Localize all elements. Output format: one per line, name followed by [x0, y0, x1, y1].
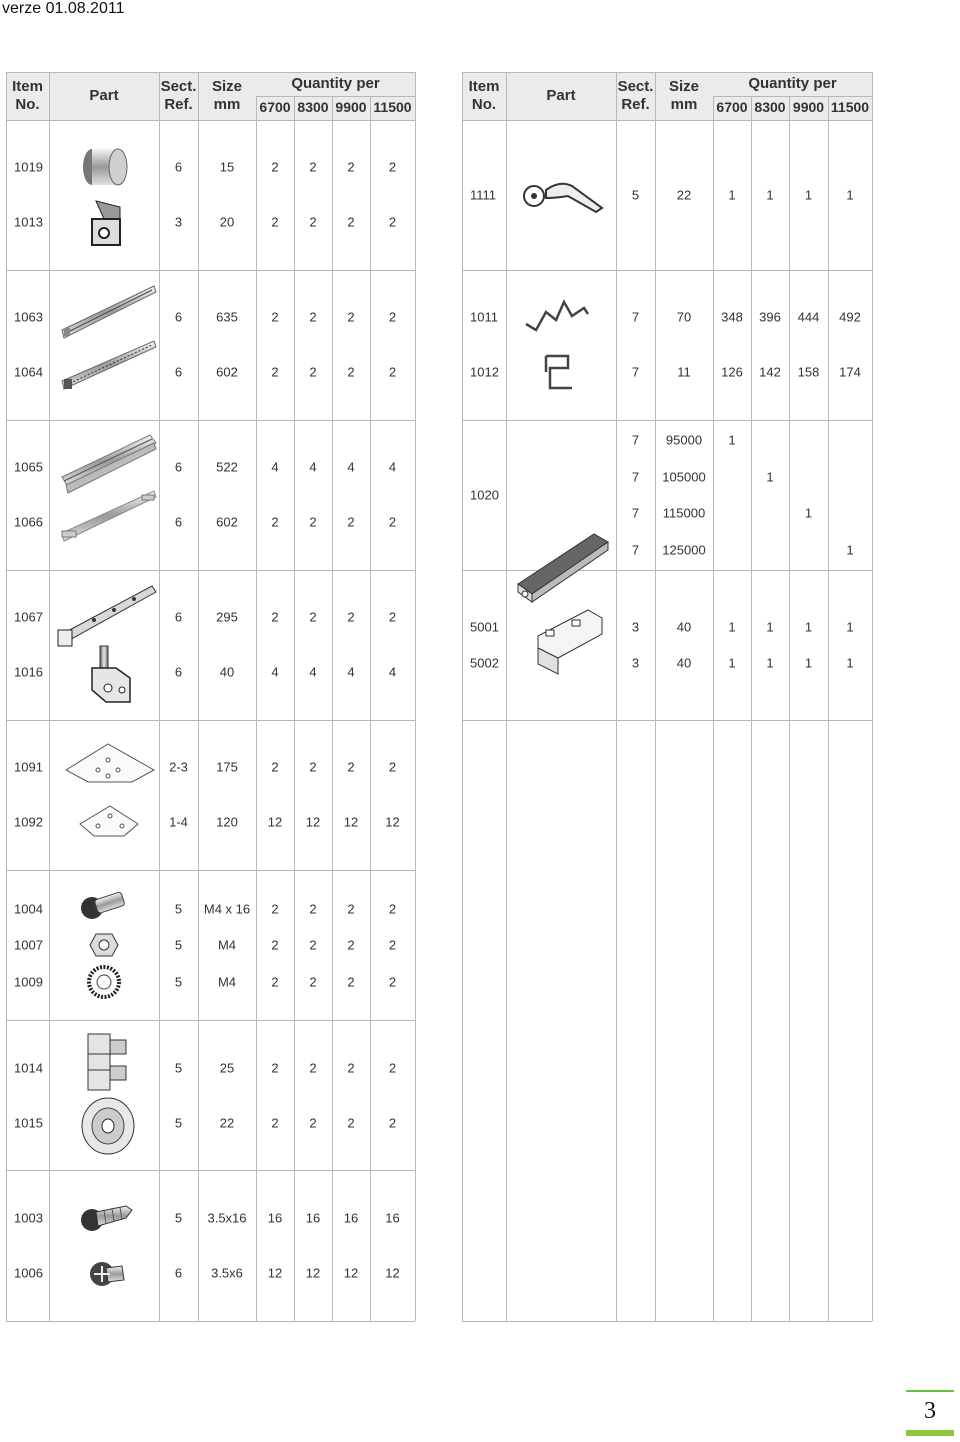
quantity-11500: 2	[388, 214, 397, 230]
quantity-9900: 12	[343, 814, 359, 830]
sect-ref: 5	[174, 1115, 183, 1131]
lever-handle-icon	[516, 172, 606, 216]
item-number: 1012	[470, 364, 499, 380]
quantity-8300: 142	[759, 364, 781, 380]
size-mm: M4 x 16	[203, 901, 251, 917]
quantity-9900: 2	[347, 214, 355, 230]
item-number: 1063	[14, 309, 43, 325]
quantity-8300: 1	[766, 619, 774, 635]
grid-line	[256, 96, 257, 1321]
quantity-8300: 2	[309, 759, 317, 775]
sect-ref: 5	[174, 974, 183, 990]
sect-ref: 6	[174, 459, 183, 475]
header-item-no: No.	[471, 96, 497, 113]
quantity-6700: 4	[271, 459, 279, 475]
item-number: 1066	[14, 514, 43, 530]
grid-line	[616, 72, 617, 1321]
sect-ref: 6	[174, 664, 183, 680]
quantity-8300: 2	[309, 901, 317, 917]
size-mm: M4	[217, 974, 237, 990]
quantity-8300: 2	[309, 1060, 317, 1076]
grid-line	[462, 72, 463, 1321]
quantity-9900: 158	[797, 364, 820, 380]
grid-line	[49, 72, 50, 1321]
header-model-11500: 11500	[830, 99, 870, 115]
grid-line	[462, 270, 872, 271]
quantity-6700: 2	[271, 1115, 279, 1131]
size-mm: 95000	[665, 432, 703, 448]
quantity-9900: 2	[347, 901, 355, 917]
sect-ref: 2-3	[169, 759, 188, 775]
sect-ref: 5	[174, 1060, 183, 1076]
grid-line	[789, 96, 790, 1321]
quantity-6700: 2	[271, 609, 279, 625]
size-mm: 3.5x16	[207, 1210, 247, 1226]
quantity-11500: 4	[388, 459, 397, 475]
quantity-8300: 12	[305, 814, 321, 830]
grid-line	[6, 72, 415, 73]
size-mm: 40	[676, 619, 692, 635]
grid-line	[462, 420, 872, 421]
sect-ref: 7	[631, 432, 640, 448]
sect-ref: 7	[631, 364, 640, 380]
header-item: Item	[468, 78, 500, 95]
size-mm: 22	[219, 1115, 235, 1131]
quantity-6700: 1	[728, 187, 736, 203]
item-number: 1003	[14, 1210, 43, 1226]
rail-icon	[58, 280, 158, 342]
header-model-6700: 6700	[716, 99, 748, 115]
sect-ref: 5	[174, 937, 183, 953]
quantity-9900: 2	[347, 309, 355, 325]
item-number: 1020	[470, 487, 499, 503]
item-number: 1067	[14, 609, 43, 625]
quantity-6700: 126	[721, 364, 743, 380]
quantity-8300: 12	[305, 1265, 321, 1281]
size-mm: M4	[217, 937, 237, 953]
size-mm: 635	[216, 309, 238, 325]
quantity-11500: 2	[388, 1115, 397, 1131]
quantity-11500: 492	[839, 309, 861, 325]
quantity-6700: 1	[728, 655, 736, 671]
hinge-arm-icon	[54, 580, 160, 650]
header-part: Part	[89, 87, 119, 104]
grid-line	[6, 120, 415, 121]
grid-line	[655, 72, 656, 1321]
grid-line	[872, 72, 873, 1321]
rail-icon	[58, 337, 158, 397]
quantity-11500: 2	[388, 901, 397, 917]
quantity-11500: 2	[388, 937, 397, 953]
quantity-9900: 2	[347, 937, 355, 953]
header-mm: mm	[213, 96, 241, 113]
sect-ref: 5	[631, 187, 640, 203]
item-number: 1019	[14, 159, 43, 175]
quantity-6700: 2	[271, 514, 279, 530]
size-mm: 25	[219, 1060, 235, 1076]
z-clip-icon	[538, 352, 578, 394]
quantity-8300: 2	[309, 159, 317, 175]
grid-line	[256, 96, 415, 97]
page-number: 3	[906, 1390, 954, 1436]
quantity-6700: 4	[271, 664, 279, 680]
size-mm: 602	[216, 514, 238, 530]
quantity-8300: 1	[766, 655, 774, 671]
grid-line	[462, 720, 872, 721]
nut-icon	[88, 930, 120, 960]
item-number: 5001	[470, 619, 499, 635]
quantity-11500: 2	[388, 609, 397, 625]
quantity-9900: 2	[347, 759, 355, 775]
item-number: 5002	[470, 655, 499, 671]
size-mm: 115000	[662, 505, 706, 521]
quantity-11500: 2	[388, 159, 397, 175]
quantity-8300: 2	[309, 609, 317, 625]
item-number: 1091	[14, 759, 43, 775]
size-mm: 522	[216, 459, 238, 475]
header-mm: mm	[670, 96, 698, 113]
quantity-6700: 2	[271, 364, 279, 380]
grid-line	[294, 96, 295, 1321]
quantity-11500: 2	[388, 364, 397, 380]
grid-line	[198, 72, 199, 1321]
header-item-no: No.	[15, 96, 40, 113]
quantity-9900: 1	[804, 187, 813, 203]
quantity-9900: 2	[347, 609, 355, 625]
header-part: Part	[546, 87, 576, 104]
quantity-6700: 12	[267, 1265, 283, 1281]
header-model-9900: 9900	[792, 99, 825, 115]
item-number: 1065	[14, 459, 43, 475]
header-sect: Sect.	[617, 78, 654, 95]
quantity-11500: 1	[846, 187, 854, 203]
grid-line	[415, 72, 416, 1321]
grid-line	[713, 96, 714, 1321]
short-screw-icon	[86, 1256, 126, 1292]
sect-ref: 6	[174, 364, 183, 380]
grid-line	[6, 870, 415, 871]
sect-ref: 7	[631, 469, 640, 485]
grid-line	[506, 72, 507, 1321]
item-number: 1004	[14, 901, 43, 917]
header-model-9900: 9900	[335, 99, 367, 115]
quantity-6700: 348	[721, 309, 743, 325]
size-mm: 11	[677, 364, 691, 380]
sect-ref: 7	[631, 542, 640, 558]
header-size: Size	[668, 78, 699, 95]
grid-line	[751, 96, 752, 1321]
grid-line	[828, 96, 829, 1321]
quantity-8300: 1	[766, 469, 774, 485]
size-mm: 295	[216, 609, 238, 625]
grid-line	[713, 96, 872, 97]
quantity-8300: 396	[759, 309, 781, 325]
quantity-11500: 1	[846, 619, 854, 635]
quantity-9900: 1	[804, 505, 813, 521]
sect-ref: 3	[631, 655, 640, 671]
corner-plate-icon	[60, 740, 160, 786]
size-mm: 105000	[662, 469, 706, 485]
extrusion-profile-icon	[82, 1030, 132, 1094]
size-mm: 602	[216, 364, 238, 380]
sect-ref: 6	[174, 609, 183, 625]
item-number: 1015	[14, 1115, 43, 1131]
grid-line	[332, 96, 333, 1321]
quantity-6700: 1	[728, 619, 736, 635]
pulley-wheel-icon	[78, 1096, 138, 1156]
item-number: 1011	[470, 309, 498, 325]
size-mm: 175	[216, 759, 238, 775]
parts-table-left	[6, 72, 415, 1321]
quantity-9900: 1	[804, 619, 813, 635]
item-number: 1092	[14, 814, 43, 830]
quantity-6700: 2	[271, 937, 279, 953]
sect-ref: 6	[174, 514, 183, 530]
quantity-8300: 2	[309, 309, 317, 325]
size-mm: 15	[219, 159, 235, 175]
quantity-9900: 2	[347, 364, 355, 380]
grid-line	[462, 72, 872, 73]
quantity-11500: 12	[385, 1265, 400, 1281]
header-quantity-per: Quantity per	[291, 75, 380, 92]
header-model-8300: 8300	[754, 99, 786, 115]
grid-line	[159, 72, 160, 1321]
clip-bracket-icon	[86, 197, 128, 249]
quantity-9900: 2	[347, 514, 355, 530]
sleeve-icon	[78, 144, 130, 190]
quantity-8300: 16	[305, 1210, 321, 1226]
sect-ref: 6	[174, 309, 183, 325]
self-tapping-screw-icon	[78, 1196, 134, 1238]
quantity-9900: 2	[347, 974, 355, 990]
grid-line	[462, 1321, 872, 1322]
small-plate-icon	[74, 802, 144, 840]
quantity-8300: 2	[309, 974, 317, 990]
brush-seal-icon	[512, 524, 612, 604]
quantity-11500: 1	[846, 542, 854, 558]
quantity-8300: 2	[309, 1115, 317, 1131]
sect-ref: 7	[631, 505, 640, 521]
quantity-8300: 1	[766, 187, 774, 203]
quantity-6700: 2	[271, 1060, 279, 1076]
sect-ref: 6	[174, 159, 183, 175]
grid-line	[6, 1170, 415, 1171]
u-bracket-icon	[528, 600, 612, 682]
sect-ref: 3	[174, 214, 183, 230]
size-mm: 120	[216, 814, 238, 830]
quantity-8300: 2	[309, 364, 317, 380]
pin-bracket-icon	[86, 644, 136, 706]
item-number: 1007	[14, 937, 43, 953]
lock-washer-icon	[84, 965, 124, 999]
size-mm: 3.5x6	[211, 1265, 243, 1281]
bolt-icon	[78, 888, 128, 924]
quantity-9900: 2	[347, 1115, 355, 1131]
quantity-9900: 1	[804, 655, 813, 671]
quantity-8300: 4	[309, 664, 317, 680]
quantity-6700: 2	[271, 759, 279, 775]
quantity-11500: 12	[385, 814, 400, 830]
header-ref: Ref.	[621, 96, 650, 113]
sect-ref: 6	[174, 1265, 183, 1281]
grid-line	[370, 96, 371, 1321]
quantity-9900: 2	[347, 159, 355, 175]
size-mm: 22	[676, 187, 692, 203]
header-sect: Sect.	[160, 78, 197, 95]
grid-line	[462, 120, 872, 121]
quantity-11500: 2	[388, 309, 397, 325]
quantity-11500: 2	[388, 1060, 397, 1076]
quantity-8300: 2	[309, 214, 317, 230]
quantity-6700: 2	[271, 159, 279, 175]
quantity-9900: 16	[343, 1210, 359, 1226]
quantity-9900: 2	[347, 1060, 355, 1076]
quantity-9900: 444	[797, 309, 820, 325]
grid-line	[6, 720, 415, 721]
size-mm: 125000	[662, 542, 706, 558]
profile-strip-icon	[58, 487, 158, 549]
grid-line	[6, 270, 415, 271]
grid-line	[6, 1020, 415, 1021]
header-ref: Ref.	[164, 96, 193, 113]
version-label: verze 01.08.2011	[2, 0, 125, 17]
sect-ref: 3	[631, 619, 640, 635]
quantity-11500: 174	[839, 364, 861, 380]
item-number: 1064	[14, 364, 43, 380]
sect-ref: 1-4	[169, 814, 188, 830]
size-mm: 40	[676, 655, 692, 671]
quantity-6700: 2	[271, 901, 279, 917]
item-number: 1013	[14, 214, 43, 230]
quantity-11500: 2	[388, 974, 397, 990]
size-mm: 20	[219, 214, 235, 230]
sect-ref: 7	[631, 309, 640, 325]
grid-line	[6, 420, 415, 421]
size-mm: 40	[219, 664, 235, 680]
quantity-6700: 16	[267, 1210, 283, 1226]
header-model-6700: 6700	[259, 99, 291, 115]
wire-spring-icon	[522, 294, 592, 336]
quantity-6700: 12	[267, 814, 283, 830]
quantity-11500: 2	[388, 514, 397, 530]
grid-line	[6, 570, 415, 571]
header-item: Item	[12, 78, 43, 95]
quantity-11500: 2	[388, 759, 397, 775]
item-number: 1111	[470, 187, 497, 203]
item-number: 1014	[14, 1060, 43, 1076]
item-number: 1016	[14, 664, 43, 680]
quantity-6700: 1	[728, 432, 736, 448]
quantity-8300: 2	[309, 937, 317, 953]
header-size: Size	[211, 78, 242, 95]
quantity-6700: 2	[271, 974, 279, 990]
header-model-11500: 11500	[373, 99, 412, 115]
quantity-8300: 2	[309, 514, 317, 530]
item-number: 1009	[14, 974, 43, 990]
item-number: 1006	[14, 1265, 43, 1281]
header-model-8300: 8300	[297, 99, 329, 115]
grid-line	[6, 72, 7, 1321]
quantity-9900: 4	[347, 664, 355, 680]
quantity-11500: 1	[846, 655, 854, 671]
quantity-11500: 16	[385, 1210, 400, 1226]
parts-table-right	[462, 72, 872, 1321]
quantity-6700: 2	[271, 309, 279, 325]
quantity-9900: 12	[343, 1265, 359, 1281]
sect-ref: 5	[174, 1210, 183, 1226]
size-mm: 70	[676, 309, 692, 325]
quantity-9900: 4	[347, 459, 355, 475]
quantity-8300: 4	[309, 459, 317, 475]
header-quantity-per: Quantity per	[748, 75, 837, 92]
quantity-6700: 2	[271, 214, 279, 230]
sect-ref: 5	[174, 901, 183, 917]
grid-line	[6, 1321, 415, 1322]
quantity-11500: 4	[388, 664, 397, 680]
